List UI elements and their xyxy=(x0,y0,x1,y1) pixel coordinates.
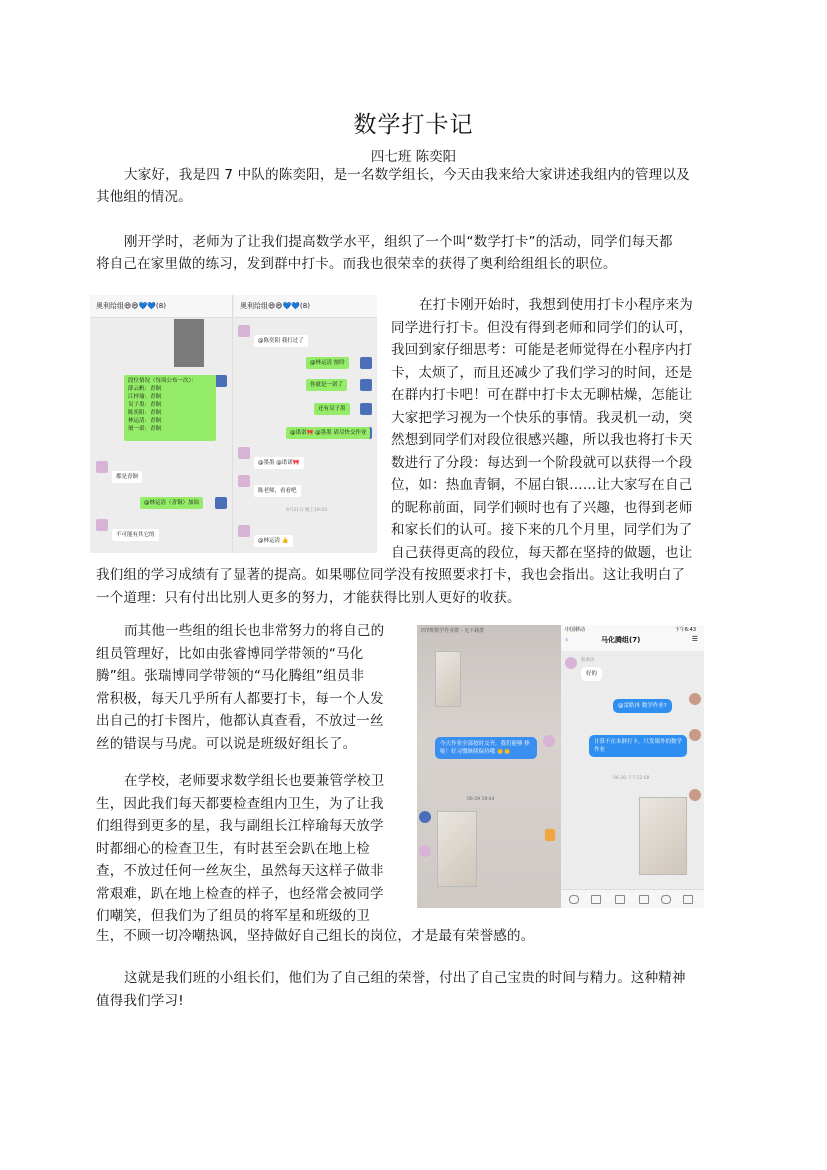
emoji-icon[interactable] xyxy=(661,895,671,904)
back-icon[interactable]: ‹ xyxy=(565,635,569,644)
message-bubble: @诺诺🎀 @墨墨 请尽快交作业 xyxy=(286,427,370,439)
avatar xyxy=(543,735,555,747)
message-bubble: @陈奕阳 我打过了 xyxy=(254,335,308,347)
chat-header: 奥利给组😄😄💙💙(8) xyxy=(234,295,377,318)
message-bubble: 陈老师，看看吧 xyxy=(254,485,301,497)
avatar xyxy=(238,525,250,537)
text-line: 和家长们的认可。接下来的几个月里，同学们为了 xyxy=(391,522,693,538)
message-bubble: 都是青铜 xyxy=(112,471,142,483)
message-bubble: 计算不在本群打卡，只发课外的数学作业 xyxy=(589,735,687,757)
author-byline: 四七班 陈奕阳 xyxy=(370,149,457,165)
text-line: 将自己在家里做的练习，发到群中打卡。而我也很荣幸的获得了奥利给组组长的职位。 xyxy=(96,256,617,272)
text-line: 出自己的打卡图片，他都认真查看，不放过一丝 xyxy=(96,713,384,729)
image-icon[interactable] xyxy=(591,895,601,904)
sender-name: 熊素清 xyxy=(581,658,595,663)
avatar xyxy=(238,325,250,337)
paragraph-conclusion-cont xyxy=(96,990,746,1013)
text-line: 位，如：热血青铜，不屈白银……让大家写在自己 xyxy=(391,477,693,493)
qq-screenshot-collage xyxy=(417,625,704,908)
text-line: 自己获得更高的段位，每天都在坚持的做题，也让 xyxy=(391,544,693,561)
text-line: 们嘲笑，但我们为了组员的将军星和班级的卫 xyxy=(96,908,370,924)
avatar xyxy=(360,379,372,391)
avatar xyxy=(565,657,577,669)
camera-icon[interactable] xyxy=(615,895,625,904)
text-line: 在学校，老师要求数学组长也要兼管学校卫 xyxy=(124,773,385,789)
avatar xyxy=(96,519,108,531)
message-bubble: @林运清（青铜）加油 xyxy=(140,497,203,509)
avatar xyxy=(238,447,250,459)
message-bubble: @林运清 按时 xyxy=(306,357,349,369)
text-line: 常积极，每天几乎所有人都要打卡，每一个人发 xyxy=(96,690,384,707)
avatar xyxy=(689,693,701,705)
text-line: 常艰难，趴在地上检查的样子，也经常会被同学 xyxy=(96,885,384,902)
text-line: 刚开学时，老师为了让我们提高数学水平，组织了一个叫“数学打卡”的活动，同学们每天都 xyxy=(124,234,673,250)
text-line: 们组得到更多的星，我与副组长江梓瑜每天放学 xyxy=(96,818,384,834)
text-line: 生，因此我们每天都要检查组内卫生，为了让我 xyxy=(96,795,384,812)
text-line: 而其他一些组的组长也非常努力的将自己的 xyxy=(124,623,385,639)
document-title: 数学打卡记 xyxy=(353,112,474,138)
paragraph-intro-cont xyxy=(96,186,736,209)
rank-list-bubble: 段位情况（每周公布一次）： 薛云帆：青铜 江梓瑜：青铜 吴子墨：青铜 陈奕阳：青铜 林运清：青铜 屠一诺：青铜 xyxy=(124,375,216,441)
message-bubble: @雷皓冉 数学作业? xyxy=(613,699,672,713)
timestamp: 9月21日 晚上19:43 xyxy=(286,508,327,513)
chat-title: 马化腾组(7) xyxy=(601,636,641,644)
text-line: 然想到同学们对段位很感兴趣，所以我也将打卡天 xyxy=(391,432,693,448)
paragraph-hygiene xyxy=(96,770,408,928)
mic-icon[interactable] xyxy=(569,895,579,904)
paragraph-intro xyxy=(96,164,736,187)
chat-header: 奥利给组😄😄💙💙(8) xyxy=(90,295,232,318)
text-line: 生，不顾一切冷嘲热讽，坚持做好自己组长的岗位，才是最有荣誉感的。 xyxy=(96,928,535,944)
text-line: 在打卡刚开始时，我想到使用打卡小程序来为 xyxy=(419,297,693,313)
paragraph-hygiene-cont xyxy=(96,925,746,948)
message-bubble: 你就是一诺了 xyxy=(306,379,347,391)
text-line: 丝的错误与马虎。可以说是班级好组长了。 xyxy=(96,735,357,752)
text-line: 我回到家仔细思考：可能是老师觉得在小程序内打 xyxy=(391,342,693,358)
phone-screen-right xyxy=(234,295,377,553)
menu-icon[interactable]: ☰ xyxy=(691,635,698,643)
avatar xyxy=(215,497,227,509)
blurred-chat-left xyxy=(417,625,561,908)
paragraph-checkin-side xyxy=(391,294,736,564)
paragraph-checkin-full xyxy=(96,564,746,609)
file-icon[interactable] xyxy=(639,895,649,904)
text-line: 在群内打卡吧！可在群中打卡太无聊枯燥，怎能让 xyxy=(391,387,693,403)
text-line: 时都细心的检查卫生，有时甚至会趴在地上检 xyxy=(96,840,370,857)
text-line: 大家把学习视为一个快乐的事情。我灵机一动，突 xyxy=(391,409,693,426)
message-bubble: 还有吴子墨 xyxy=(314,403,350,415)
message-bubble: 今天作业全部按时交齐。我们能够 棒哒！好习惯继续保持哦 👏👏 xyxy=(435,737,537,759)
text-line: 组员管理好，比如由张睿博同学带领的“马化 xyxy=(96,645,364,662)
text-line: 数进行了分段：每达到一个阶段就可以获得一个段 xyxy=(391,454,693,471)
message-bubble: 不可能有其它的 xyxy=(112,529,159,541)
text-line: 一个道理：只有付出比别人更多的努力，才能获得比别人更好的收获。 xyxy=(96,589,521,606)
homework-photo xyxy=(437,811,477,887)
avatar xyxy=(215,375,227,387)
text-line: 值得我们学习! xyxy=(96,993,184,1009)
chat-header: 四7班数学作业群 - 无下载群 xyxy=(421,628,485,634)
orange-icon xyxy=(545,829,555,841)
text-line: 大家好，我是四 7 中队的陈奕阳，是一名数学组长，今天由我来给大家讲述我组内的管理以及 xyxy=(124,167,690,183)
text-line: 的昵称前面，同学们顿时也有了兴趣，也得到老师 xyxy=(391,499,693,516)
status-bar: 中国移动 下午6:43 ‹ 马化腾组(7) ☰ xyxy=(561,625,704,651)
timestamp: 06-30 下午12:08 xyxy=(613,776,650,781)
homework-photo xyxy=(435,651,461,707)
plus-icon[interactable] xyxy=(683,895,693,904)
paragraph-start xyxy=(96,231,736,254)
avatar xyxy=(96,461,108,473)
avatar xyxy=(419,845,431,857)
text-line: 查，不放过任何一丝灰尘，虽然每天这样子做非 xyxy=(96,863,384,879)
homework-photo xyxy=(639,797,687,875)
timestamp: 06-29 19:44 xyxy=(467,797,495,802)
text-line: 我们组的学习成绩有了显著的提高。如果哪位同学没有按照要求打卡，我也会指出。这让我明白了 xyxy=(96,567,686,583)
qq-chat-right xyxy=(561,625,704,908)
text-line: 这就是我们班的小组长们，他们为了自己组的荣誉，付出了自己宝贵的时间与精力。这种精神 xyxy=(124,970,686,986)
image-placeholder xyxy=(174,319,204,367)
message-bubble: @林运清 👍 xyxy=(254,535,293,547)
text-line: 卡，太烦了，而且还减少了我们学习的时间，还是 xyxy=(391,364,693,381)
avatar xyxy=(689,789,701,801)
wechat-screenshot-collage xyxy=(90,295,377,553)
avatar xyxy=(689,729,701,741)
text-line: 腾”组。张瑞博同学带领的“马化腾组”组员非 xyxy=(96,668,365,684)
phone-screen-left xyxy=(90,295,233,553)
text-line: 其他组的情况。 xyxy=(96,189,192,205)
message-bubble: 好的 xyxy=(581,667,602,681)
paragraph-other-groups xyxy=(96,620,408,755)
input-toolbar xyxy=(561,889,704,908)
text-line: 同学进行打卡。但没有得到老师和同学们的认可， xyxy=(391,319,693,336)
avatar xyxy=(360,403,372,415)
message-bubble: @墨墨 @诺诺🎀 xyxy=(254,457,304,469)
avatar xyxy=(419,811,431,823)
avatar xyxy=(238,475,250,487)
avatar xyxy=(360,357,372,369)
paragraph-start-cont xyxy=(96,253,736,276)
paragraph-conclusion xyxy=(96,967,746,990)
